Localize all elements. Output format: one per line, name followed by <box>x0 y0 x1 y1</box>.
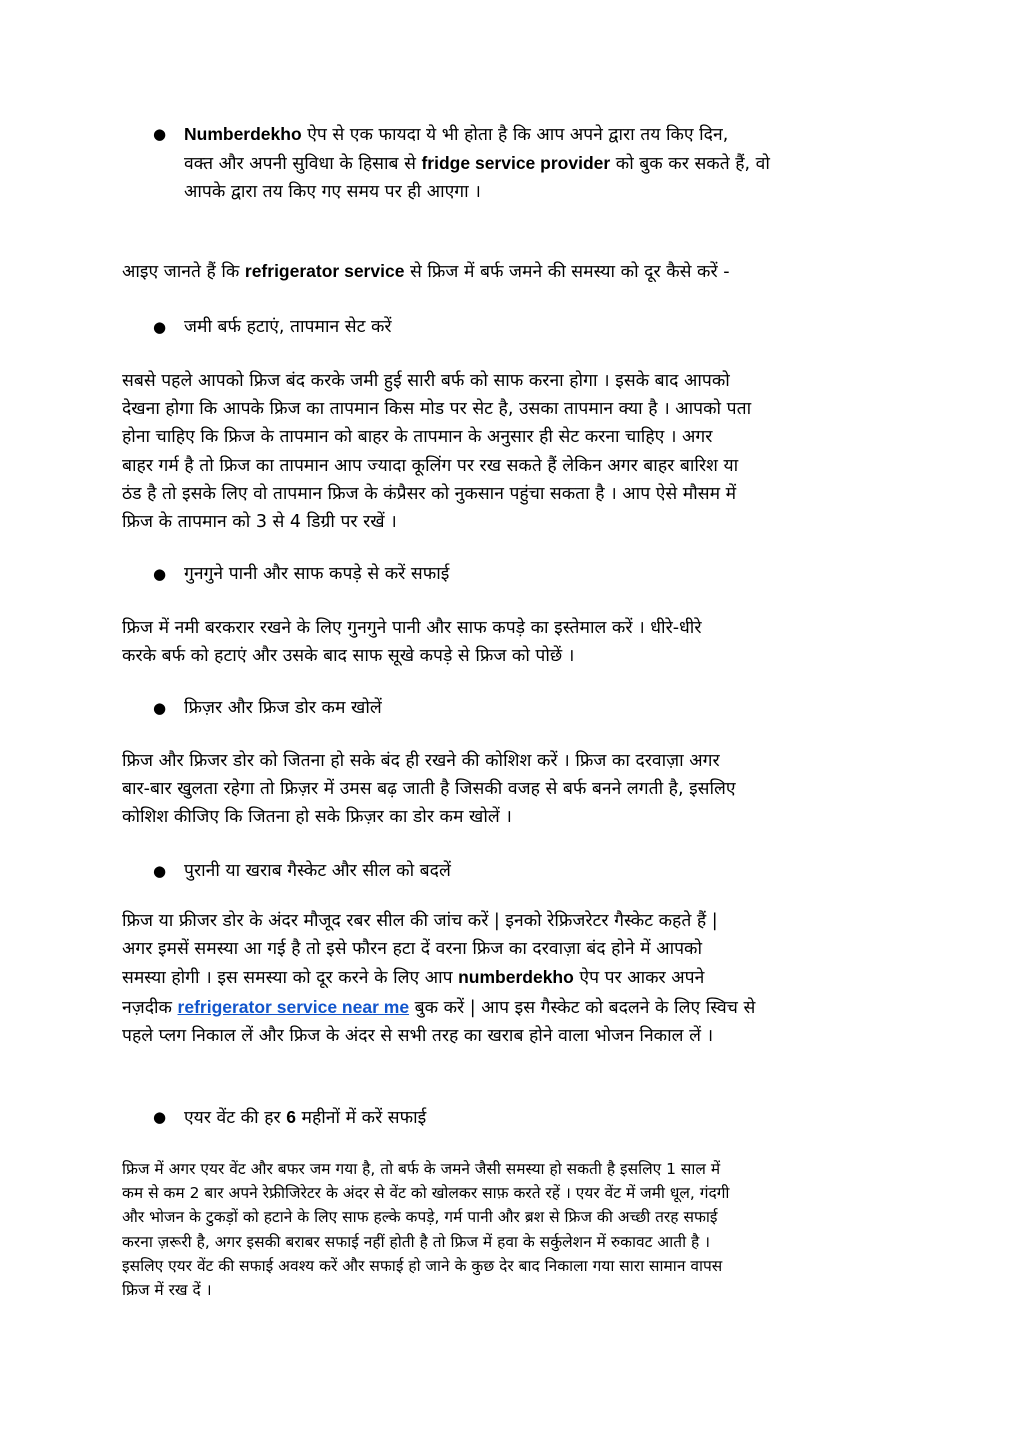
intro-text-end: से फ्रिज में बर्फ जमने की समस्या को दूर कैसे करें - <box>404 262 730 282</box>
intro-bullet-text: ऐप से एक फायदा ये भी होता है कि आप अपने द्वारा तय किए दिन, वक्त और अपनी सुविधा के हिसाब से <box>184 125 729 175</box>
section-body-gasket <box>122 907 912 1050</box>
refrigerator-service-term: refrigerator service <box>244 261 405 281</box>
brand-name: numberdekho <box>458 967 574 988</box>
section-heading-defrost: जमी बर्फ हटाएं, तापमान सेट करें <box>184 317 392 337</box>
bullet-marker: ● <box>153 862 167 880</box>
section-body-defrost: सबसे पहले आपको फ्रिज बंद करके जमी हुई सारी बर्फ को साफ करना होगा । इसके बाद आपको देखना होगा कि आपके फ्रिज का तापमान किस मोड पर सेट है, उसका तापमान क्या है । आपको पता होना चाहिए कि फ्रिज के तापमान को बाहर के तापमान के अनुसार ही सेट करना चाहिए । अगर बाहर गर्म है तो फ्रिज का तापमान आप ज्यादा कूलिंग पर रख सकते हैं लेकिन अगर बाहर बारिश या ठंड है तो इसके लिए वो तापमान फ्रिज के कंप्रैसर को नुकसान पहुंचा सकता है । आप ऐसे मौसम में फ्रिज के तापमान को 3 से 4 डिग्री पर रखें । <box>122 371 752 533</box>
fridge-service-provider-term: fridge service provider <box>421 153 611 174</box>
gasket-text-mid: ऐप पर आकर अपने नज़दीक <box>122 968 705 1018</box>
intro-text: आइए जानते हैं कि <box>122 262 245 282</box>
air-vent-heading-text-end: महीनों में करें सफाई <box>295 1108 427 1128</box>
bullet-marker: ● <box>153 565 167 583</box>
section-heading-cleaning: गुनगुने पानी और साफ कपड़े से करें सफाई <box>184 564 450 584</box>
section-body-air-vent: फ्रिज में अगर एयर वेंट और बफर जम गया है, तो बर्फ के जमने जैसी समस्या हो सकती है इसलिए 1 साल में कम से कम 2 बार अपने रेफ्रीजिरेटर के अंदर से वेंट को खोलकर साफ़ करते रहें । एयर वेंट में जमी धूल, गंदगी और भोजन के टुकड़ों को हटाने के लिए साफ हल्के कपड़े, गर्म पानी और ब्रश से फ्रिज की अच्छी तरह सफाई करना ज़रूरी है, अगर इसकी बराबर सफाई नहीं होती है तो फ्रिज में हवा के सर्कुलेशन में रुकावट आती है । इसलिए एयर वेंट की सफाई अवश्य करें और सफाई हो जाने के कुछ देर बाद निकाला गया सारा सामान वापस फ्रिज में रख दें । <box>122 1160 730 1300</box>
section-heading-air-vent <box>184 1103 904 1132</box>
intro-line <box>122 257 912 286</box>
bullet-marker: ● <box>153 318 167 336</box>
refrigerator-service-near-me-link[interactable]: refrigerator service near me <box>177 996 410 1017</box>
intro-bullet-text-end: को बुक कर सकते हैं, वो आपके द्वारा तय किए गए समय पर ही आएगा । <box>184 154 770 203</box>
section-body-door: फ्रिज और फ्रिजर डोर को जितना हो सके बंद ही रखने की कोशिश करें । फ्रिज का दरवाज़ा अगर बार-बार खुलता रहेगा तो फ्रिज़र में उमस बढ़ जाती है जिसकी वजह से बर्फ बनने लगती है, इसलिए कोशिश कीजिए कि जितना हो सके फ्रिज़र का डोर कम खोलें । <box>122 751 736 828</box>
gasket-text-end: बुक करें | आप इस गैस्केट को बदलने के लिए स्विच से पहले प्लग निकाल लें और फ्रिज के अंदर से सभी तरह का खराब होने वाला भोजन निकाल लें । <box>122 997 756 1046</box>
brand-name: Numberdekho <box>184 124 302 144</box>
air-vent-heading-text: एयर वेंट की हर <box>184 1108 287 1128</box>
bullet-marker: ● <box>153 1108 167 1126</box>
section-heading-door: फ्रिज़र और फ्रिज डोर कम खोलें <box>184 698 382 718</box>
gasket-text: फ्रिज या फ्रीजर डोर के अंदर मौजूद रबर सील की जांच करें | इनको रेफ्रिजरेटर गैस्केट कहते हैं | अगर इमसें समस्या आ गई है तो इसे फौरन हटा दें वरना फ्रिज का दरवाज़ा बंद होने में आपको समस्या होगी । इस समस्या को दूर करने के लिए आप <box>122 911 718 989</box>
intro-bullet-paragraph <box>184 120 904 207</box>
air-vent-heading-number: 6 <box>286 1107 296 1127</box>
section-heading-gasket: पुरानी या खराब गैस्केट और सील को बदलें <box>184 861 451 881</box>
bullet-marker: ● <box>153 699 167 717</box>
bullet-marker: ● <box>153 125 167 143</box>
section-body-cleaning: फ्रिज में नमी बरकरार रखने के लिए गुनगुने पानी और साफ कपड़े का इस्तेमाल करें । धीरे-धीरे करके बर्फ को हटाएं और उसके बाद साफ सूखे कपड़े से फ्रिज को पोछें । <box>122 618 702 667</box>
